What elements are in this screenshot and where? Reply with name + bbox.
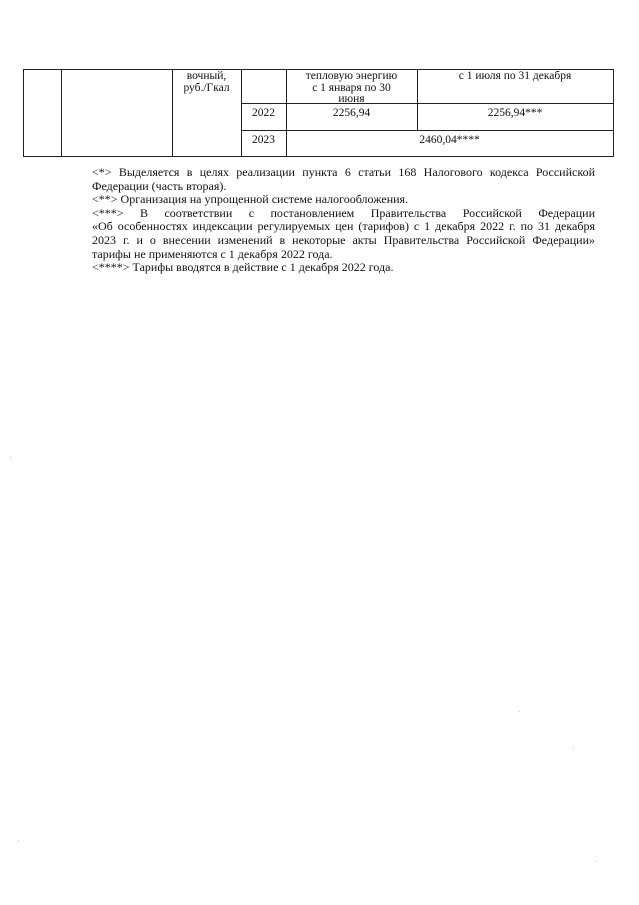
- scan-speck: [18, 840, 19, 841]
- footnote-1-line-1: <*> Выделяется в целях реализации пункта 6 статьи 168 Налогового кодекса Российской: [92, 165, 595, 179]
- unit-line-2: руб./Гкал: [183, 81, 230, 94]
- table-left-border: [23, 69, 24, 157]
- period-h1-line-2: с 1 января по 30: [312, 81, 391, 94]
- footnote-3-line-4: тарифы не применяются с 1 декабря 2022 года.: [92, 246, 333, 261]
- year-2022: 2022: [252, 108, 275, 119]
- period-h2-line: с 1 июля по 31 декабря: [458, 71, 572, 82]
- value-2022-h2: 2256,94***: [487, 108, 543, 119]
- table-bottom-border: [23, 156, 613, 157]
- period-h1-line-1: тепловую энергию: [305, 71, 398, 82]
- scan-speck: [10, 457, 11, 458]
- year-2023-cell: [241, 135, 286, 147]
- year-2022-cell: [241, 108, 286, 120]
- value-2022-h2-cell: [417, 108, 613, 120]
- footnotes: [92, 166, 595, 275]
- footnote-3-line-3: 2023 г. и о внесении изменений в некоторые акты Правительства Российской Федерации»: [92, 232, 595, 247]
- unit-cell: [172, 71, 241, 103]
- row-2022-top-border: [241, 103, 613, 104]
- table-top-border: [23, 69, 613, 70]
- scan-speck: [596, 861, 597, 862]
- tariff-table: [23, 69, 613, 157]
- year-2023: 2023: [252, 135, 275, 146]
- period-h2-header: [417, 71, 613, 103]
- period-h1-header: [286, 71, 417, 103]
- col-1-divider: [61, 69, 62, 157]
- period-h1-line-3: июня: [338, 93, 365, 103]
- value-2022-h1-cell: [286, 108, 417, 120]
- table-right-border: [613, 69, 614, 157]
- footnote-3-line-2: «Об особенностях индексации регулируемых цен (тарифов) с 1 декабря 2022 г. по 31 декабря: [92, 219, 595, 234]
- value-2023-merged-cell: [286, 135, 613, 147]
- row-2023-top-border: [241, 130, 613, 131]
- unit-line-1: вочный,: [186, 71, 227, 82]
- footnote-2: <**> Организация на упрощенной системе налогообложения.: [92, 192, 409, 207]
- footnote-1-line-2: Федерации (часть вторая).: [92, 178, 227, 193]
- scan-speck: [519, 711, 520, 712]
- value-2022-h1: 2256,94: [332, 108, 371, 119]
- footnote-4: <****> Тарифы вводятся в действие с 1 декабря 2022 года.: [92, 260, 394, 275]
- scan-speck: [573, 748, 574, 749]
- footnote-3-line-1: <***> В соответствии с постановлением Правительства Российской Федерации: [92, 205, 595, 220]
- value-2023-merged: 2460,04****: [419, 135, 480, 146]
